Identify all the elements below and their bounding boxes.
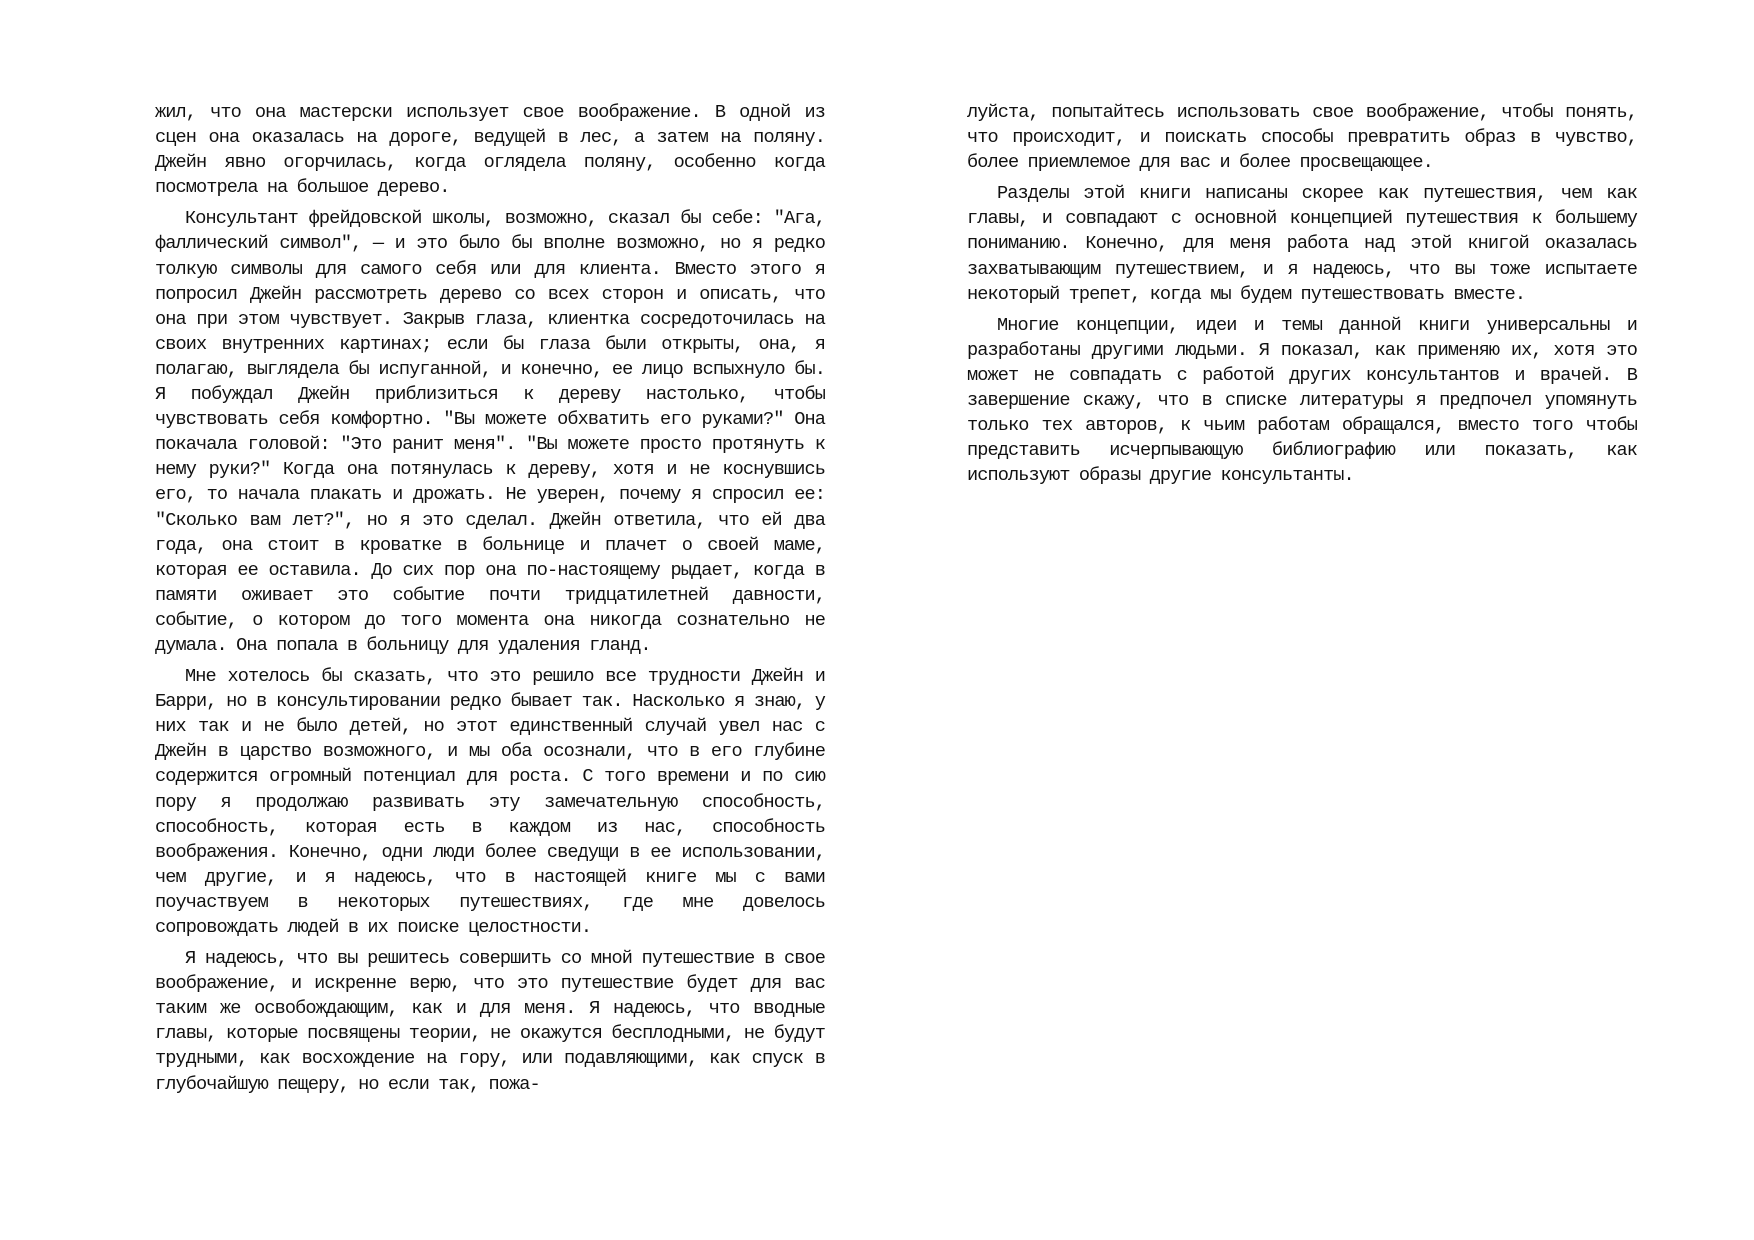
right-paragraph-3: Многие концепции, идеи и темы данной книги универсальны и разработаны другими людьми. Я показал, как применяю их, хотя это может не совпадать с работой других консультантов и врачей. В завершение скажу, что в списке литературы я предпочел упомянуть только тех авторов, к чьим работам обращался, вместо того чтобы представить исчерпывающую библиографию или показать, как используют образы другие консультанты. xyxy=(967,314,1637,487)
left-paragraph-4: Я надеюсь, что вы решитесь совершить со мной путешествие в свое воображение, и искренне верю, что это путешествие будет для вас таким же освобождающим, как и для меня. Я надеюсь, что вводные главы, которые посвящены теории, не окажутся бесплодными, не будут трудными, как восхождение на гору, или подавляющими, как спуск в глубочайшую пещеру, но если так, пожа- xyxy=(155,948,825,1095)
right-page xyxy=(967,100,1637,494)
right-paragraph-2: Разделы этой книги написаны скорее как путешествия, чем как главы, и совпадают с основной концепцией путешествия к большему пониманию. Конечно, для меня работа над этой книгой оказалась захватывающим путешествием, и я надеюсь, что вы тоже испытаете некоторый трепет, когда мы будем путешествовать вместе. xyxy=(967,183,1637,305)
left-page xyxy=(155,100,825,1103)
right-paragraph-1: луйста, попытайтесь использовать свое воображение, чтобы понять, что происходит, и поискать способы превратить образ в чувство, более приемлемое для вас и более просвещающее. xyxy=(967,102,1637,174)
left-paragraph-1: жил, что она мастерски использует свое воображение. В одной из сцен она оказалась на дороге, ведущей в лес, а затем на поляну. Джейн явно огорчилась, когда оглядела поляну, особенно когда посмотрела на большое дерево. xyxy=(155,102,825,199)
left-paragraph-3: Мне хотелось бы сказать, что это решило все трудности Джейн и Барри, но в консультировании редко бывает так. Насколько я знаю, у них так и не было детей, но этот единственный случай увел нас с Джейн в царство возможного, и мы оба осознали, что в его глубине содержится огромный потенциал для роста. С того времени и по сию пору я продолжаю развивать эту замечательную способность, способность, которая есть в каждом из нас, способность воображения. Конечно, одни люди более сведущи в ее использовании, чем другие, и я надеюсь, что в настоящей книге мы с вами поучаствуем в некоторых путешествиях, где мне довелось сопровождать людей в их поиске целостности. xyxy=(155,666,825,938)
left-paragraph-2: Консультант фрейдовской школы, возможно, сказал бы себе: "Ага, фаллический символ", — и это было бы вполне возможно, но я редко толкую символы для самого себя или для клиента. Вместо этого я попросил Джейн рассмотреть дерево со всех сторон и описать, что она при этом чувствует. Закрыв глаза, клиентка сосредоточилась на своих внутренних картинах; если бы глаза были открыты, она, я полагаю, выглядела бы испуганной, и конечно, ее лицо вспыхнуло бы. Я побуждал Джейн приблизиться к дереву настолько, чтобы чувствовать себя комфортно. "Вы можете обхватить его руками?" Она покачала головой: "Это ранит меня". "Вы можете просто протянуть к нему руки?" Когда она потянулась к дереву, хотя и не коснувшись его, то начала плакать и дрожать. Не уверен, почему я спросил ее: "Сколько вам лет?", но я это сделал. Джейн ответила, что ей два года, она стоит в кроватке в больнице и плачет о своей маме, которая ее оставила. До сих пор она по-настоящему рыдает, когда в памяти оживает это событие почти тридцатилетней давности, событие, о котором до того момента она никогда сознательно не думала. Она попала в больницу для удаления гланд. xyxy=(155,208,825,656)
